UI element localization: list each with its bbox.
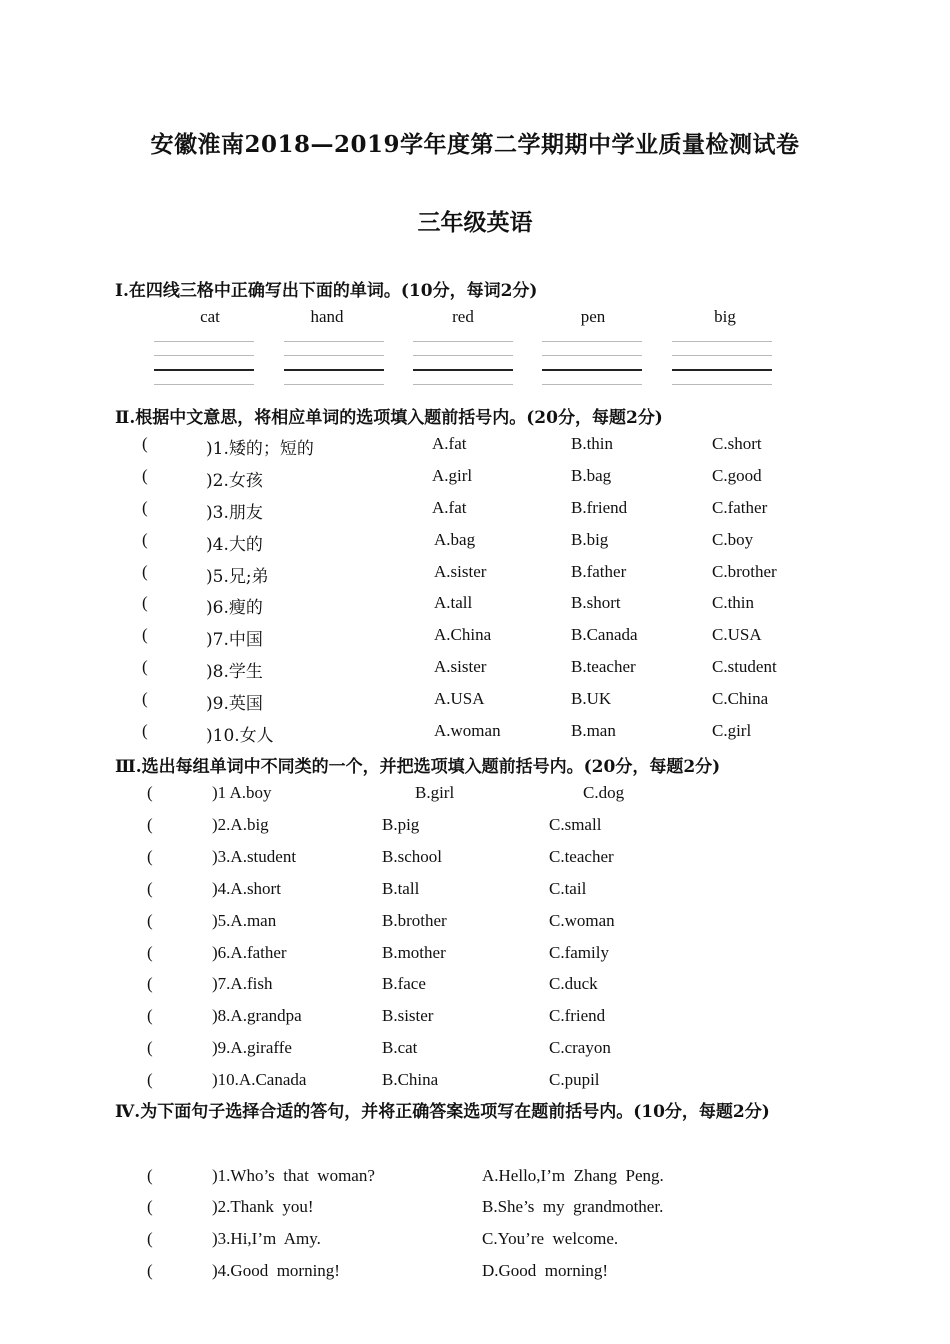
option-a: A.tall <box>434 593 473 612</box>
option-b: B.father <box>571 562 627 581</box>
option-b: B.teacher <box>571 657 636 676</box>
option-b: B.sister <box>382 1006 434 1025</box>
question-text: )7.A.fish <box>212 974 273 993</box>
answer-bracket[interactable]: ( <box>147 1038 153 1057</box>
answer-bracket[interactable]: ( <box>147 943 153 962</box>
option-b: B.mother <box>382 943 446 962</box>
option-b: B.China <box>382 1070 439 1089</box>
answer-bracket[interactable]: ( <box>142 721 148 740</box>
option-a: A.China <box>434 625 492 644</box>
option-a: A.woman <box>434 721 501 740</box>
option-c: C.crayon <box>549 1038 611 1057</box>
word-pen: pen <box>580 307 606 326</box>
question-text: )10.A.Canada <box>212 1070 307 1089</box>
option-c: C.good <box>712 466 762 485</box>
option-c: C.boy <box>712 530 754 549</box>
word-red: red <box>452 307 474 326</box>
word-hand: hand <box>310 307 344 326</box>
answer-bracket[interactable]: ( <box>142 562 148 581</box>
writing-grid-3[interactable] <box>413 341 513 387</box>
answer-bracket[interactable]: ( <box>147 783 153 802</box>
option-b: B.big <box>571 530 609 549</box>
option-b: B.bag <box>571 466 612 485</box>
question-text: )2.A.big <box>212 815 269 834</box>
option-c: C.China <box>712 689 769 708</box>
option-b: B.school <box>382 847 442 866</box>
answer-bracket[interactable]: ( <box>147 879 153 898</box>
section-4-heading: Ⅳ.为下面句子选择合适的答句，并将正确答案选项写在题前括号内。(10分，每题2分) <box>115 1102 770 1122</box>
answer-bracket[interactable]: ( <box>147 815 153 834</box>
answer-bracket[interactable]: ( <box>147 1197 153 1216</box>
option-c: C.teacher <box>549 847 614 866</box>
answer-bracket[interactable]: ( <box>147 1070 153 1089</box>
option-c: C.friend <box>549 1006 606 1025</box>
option-c: C.duck <box>549 974 598 993</box>
option-b: B.UK <box>571 689 612 708</box>
question-text: )1.Who’s that woman? <box>212 1166 375 1185</box>
option-b: B.Canada <box>571 625 638 644</box>
question-text: )1 A.boy <box>212 783 272 802</box>
option-c: C.woman <box>549 911 615 930</box>
option-b: B.cat <box>382 1038 418 1057</box>
answer-option: A.Hello,I’m Zhang Peng. <box>482 1166 664 1185</box>
answer-bracket[interactable]: ( <box>147 1166 153 1185</box>
answer-bracket[interactable]: ( <box>142 657 148 676</box>
question-text: )2.Thank you! <box>212 1197 314 1216</box>
word-big: big <box>714 307 736 326</box>
question-text: )1.矮的；短的 <box>206 439 314 459</box>
question-text: )5.A.man <box>212 911 277 930</box>
option-c: C.father <box>712 498 768 517</box>
option-b: B.face <box>382 974 426 993</box>
option-b: B.tall <box>382 879 420 898</box>
option-c: C.pupil <box>549 1070 600 1089</box>
question-text: )2.女孩 <box>206 471 263 491</box>
option-b: B.short <box>571 593 621 612</box>
option-b: B.girl <box>415 783 455 802</box>
option-b: B.man <box>571 721 616 740</box>
question-text: )9.A.giraffe <box>212 1038 292 1057</box>
question-text: )3.A.student <box>212 847 297 866</box>
option-b: B.friend <box>571 498 628 517</box>
answer-bracket[interactable]: ( <box>142 689 148 708</box>
question-text: )10.女人 <box>206 726 274 746</box>
question-text: )3.Hi,I’m Amy. <box>212 1229 321 1248</box>
question-text: )4.Good morning! <box>212 1261 340 1280</box>
answer-bracket[interactable]: ( <box>142 498 148 517</box>
answer-bracket[interactable]: ( <box>147 974 153 993</box>
answer-bracket[interactable]: ( <box>147 1006 153 1025</box>
section-1-heading: Ⅰ.在四线三格中正确写出下面的单词。(10分，每词2分) <box>115 281 538 301</box>
answer-bracket[interactable]: ( <box>142 530 148 549</box>
answer-option: D.Good morning! <box>482 1261 609 1280</box>
option-a: A.fat <box>432 498 467 517</box>
option-a: A.sister <box>434 562 487 581</box>
option-b: B.brother <box>382 911 447 930</box>
question-text: )8.学生 <box>206 662 263 682</box>
option-c: C.small <box>549 815 602 834</box>
exam-subtitle: 三年级英语 <box>417 209 533 236</box>
option-c: C.girl <box>712 721 752 740</box>
option-b: B.pig <box>382 815 420 834</box>
question-text: )6.A.father <box>212 943 287 962</box>
answer-bracket[interactable]: ( <box>142 625 148 644</box>
question-text: )4.A.short <box>212 879 281 898</box>
question-text: )8.A.grandpa <box>212 1006 302 1025</box>
answer-bracket[interactable]: ( <box>147 911 153 930</box>
writing-grid-4[interactable] <box>542 341 642 387</box>
option-c: C.student <box>712 657 777 676</box>
question-text: )6.瘦的 <box>206 598 263 618</box>
section-3-heading: Ⅲ.选出每组单词中不同类的一个，并把选项填入题前括号内。(20分，每题2分) <box>115 757 721 777</box>
option-c: C.thin <box>712 593 755 612</box>
answer-option: C.You’re welcome. <box>482 1229 619 1248</box>
answer-bracket[interactable]: ( <box>147 1229 153 1248</box>
option-a: A.USA <box>434 689 485 708</box>
option-c: C.family <box>549 943 609 962</box>
exam-title: 安徽淮南2018—2019学年度第二学期期中学业质量检测试卷 <box>150 131 800 158</box>
question-text: )9.英国 <box>206 694 263 714</box>
option-a: A.fat <box>432 434 467 453</box>
question-text: )7.中国 <box>206 630 263 650</box>
question-text: )3.朋友 <box>206 503 263 523</box>
answer-bracket[interactable]: ( <box>142 593 148 612</box>
option-b: B.thin <box>571 434 614 453</box>
writing-grid-2[interactable] <box>284 341 384 387</box>
option-a: A.girl <box>432 466 473 485</box>
answer-option: B.She’s my grandmother. <box>482 1197 664 1216</box>
option-c: C.USA <box>712 625 762 644</box>
option-c: C.short <box>712 434 762 453</box>
word-cat: cat <box>200 307 220 326</box>
option-c: C.brother <box>712 562 777 581</box>
writing-grid-1[interactable] <box>154 341 254 387</box>
question-text: )4.大的 <box>206 535 263 555</box>
option-c: C.tail <box>549 879 587 898</box>
option-a: A.bag <box>434 530 476 549</box>
answer-bracket[interactable]: ( <box>142 466 148 485</box>
section-2-heading: Ⅱ.根据中文意思，将相应单词的选项填入题前括号内。(20分，每题2分) <box>115 408 663 428</box>
answer-bracket[interactable]: ( <box>142 434 148 453</box>
question-text: )5.兄;弟 <box>206 567 269 587</box>
answer-bracket[interactable]: ( <box>147 1261 153 1280</box>
writing-grid-5[interactable] <box>672 341 772 387</box>
option-c: C.dog <box>583 783 625 802</box>
answer-bracket[interactable]: ( <box>147 847 153 866</box>
option-a: A.sister <box>434 657 487 676</box>
